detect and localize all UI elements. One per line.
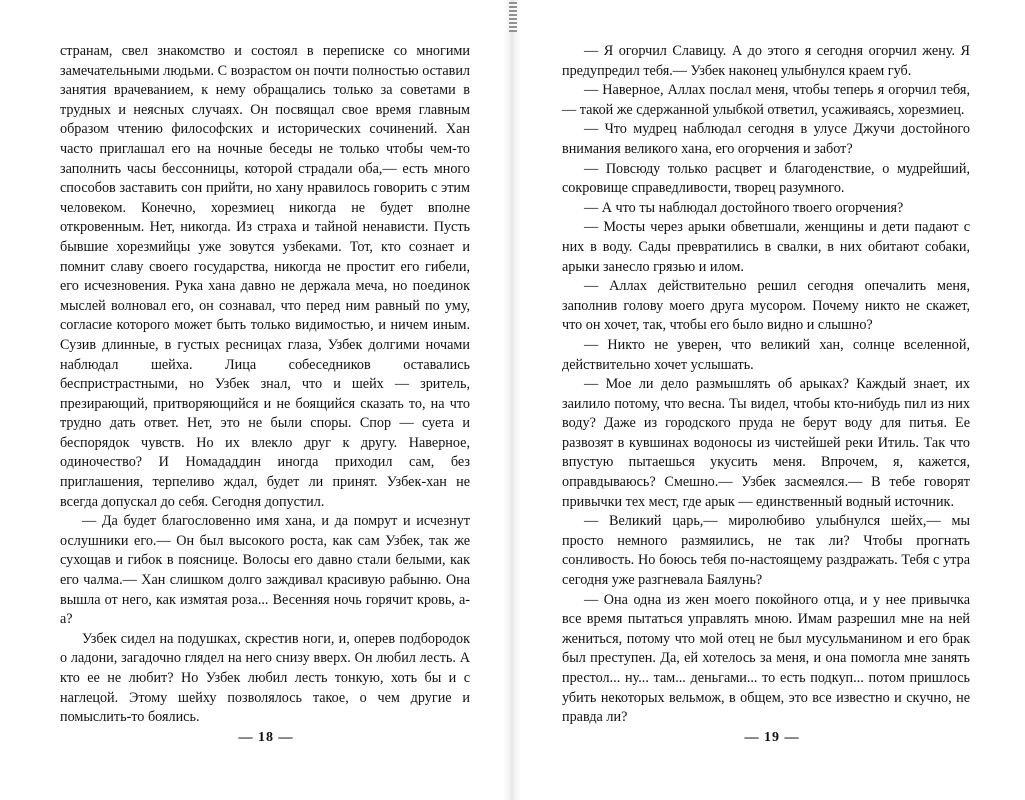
right-page-text <box>562 42 970 728</box>
right-paragraph-3: — Что мудрец наблюдал сегодня в улусе Джучи достойного внимания великого хана, его огорчения и забот? <box>562 121 970 157</box>
right-paragraph-1: — Я огорчил Славицу. А до этого я сегодня огорчил жену. Я предупредил тебя.— Узбек наконец улыбнулся краем губ. <box>562 43 970 79</box>
left-paragraph-2: — Да будет благословенно имя хана, и да помрут и исчезнут ослушники его.— Он был высокого роста, как сам Узбек, так же сухощав и гибок в пояснице. Волосы его давно стали белыми, как его чалма.— Хан слишком долго заждивал красивую рабыню. Она вышла от него, как измятая роза... Весенняя ночь горячит кровь, а-а? <box>60 513 470 628</box>
right-paragraph-4: — Повсюду только расцвет и благоденствие, о мудрейший, сокровище справедливости, творец разумного. <box>562 160 970 197</box>
left-paragraph-3: Узбек сидел на подушках, скрестив ноги, и, оперев подбородок о ладони, загадочно глядел на него снизу вверх. Он любил лесть. А кто ее не любит? Но Узбек любил лесть тонкую, хоть бы и с наглецой. Этому шейху позволялось такое, о чем другие и помыслить-то боялись. <box>60 630 470 726</box>
right-page-number: — 19 — <box>744 730 800 745</box>
right-paragraph-8: — Никто не уверен, что великий хан, солнце вселенной, действительно хочет услышать. <box>562 336 970 373</box>
right-paragraph-10: — Великий царь,— миролюбиво улыбнулся шейх,— мы просто немного размяились, не так ли? Чтобы прогнать сонливость. Но боюсь тебя по-настоящему раздражать. Тебя с утра сегодня уже разгневала Баялунь? <box>562 513 970 589</box>
right-paragraph-11: — Она одна из жен моего покойного отца, и у нее привычка все время пытаться управлять мною. Имам разрешил мне на ней жениться, потому что мой отец не был мусульманином и его брак был преступен. Да, ей хотелось за меня, и она помогла мне занять престол... ну... там... деньгами... то есть подкуп... потом пришлось убить некоторых вельмож, в общем, это все известно и скучно, не правда ли? <box>562 591 970 726</box>
right-paragraph-9: — Мое ли дело размышлять об арыках? Каждый знает, их заилило потому, что весна. Ты видел, чтобы кто-нибудь пил из них воду? Даже из городского пруда не берут воду для питья. Ее развозят в кувшинах водоносы из чистейшей реки Итиль. Так что впустую пытаешься укусить меня. Впрочем, я, кажется, оправдываюсь? Смешно.— Узбек засмеялся.— В тебе говорят привычки тех мест, где арык — единственный водный источник. <box>562 376 970 510</box>
right-paragraph-5: — А что ты наблюдал достойного твоего огорчения? <box>584 199 904 216</box>
right-paragraph-2: — Наверное, Аллах послал меня, чтобы теперь я огорчил тебя,— такой же сдержанной улыбкой ответил, усаживаясь, хорезмиец. <box>562 82 970 118</box>
left-paragraph-1: странам, свел знакомство и состоял в переписке со многими замечательными людьми. С возрастом он почти полностью оставил занятия врачеванием, к нему обращались только за советами в трудных и неясных случаях. Он посвящал свое время главным образом чтению философских и исторических сочинений. Хан часто приглашал его на ночные беседы не только чтобы чем-то заполнить часы бессонницы, которой страдали оба,— есть много способов заставить сон прийти, но хану нравилось говорить с этим человеком. Конечно, хорезмиец никогда не будет вполне откровенным. Нет, никогда. Из страха и тайной ненависти. Пусть бывшие хорезмийцы уже зовутся узбеками. Тот, кто сознает и помнит славу своего государства, никогда не простит его гибели, его исчезновения. Рука хана давно не держала меча, но поединок мыслей волновал его, он сознавал, что перед ним равный по уму, согласие которого может быть только видимостью, и ничем иным. Сузив длинные, в густых ресницах глаза, Узбек долгими ночами наблюдал шейха. Лица собеседников оставались беспристрастными, но Узбек знал, что и шейх — зритель, презирающий, притворяющийся и не боящийся сказать то, на что трудно дать ответ. Нет, это не были споры. Спор — суета и беспорядок чувств. Но их влекло друг к другу. Наверное, одиночество? И Номададдин иногда приходил сам, без приглашения, терпеливо ждал, будет ли принят. Узбек-хан не всегда допускал до себя. Сегодня допустил. <box>60 43 470 510</box>
scan-artifact <box>509 2 517 32</box>
left-page-text <box>60 42 470 728</box>
right-paragraph-6: — Мосты через арыки обветшали, женщины и дети падают с них в воду. Сады превратились в свалки, в них обитают собаки, арыки занесло грязью и илом. <box>562 219 970 275</box>
left-page-number: — 18 — <box>238 730 294 745</box>
book-gutter <box>503 0 521 800</box>
right-paragraph-7: — Аллах действительно решил сегодня опечалить меня, заполнив голову моего друга мусором. Почему никто не скажет, что он хочет, так, чтобы его было видно и слышно? <box>562 278 970 334</box>
